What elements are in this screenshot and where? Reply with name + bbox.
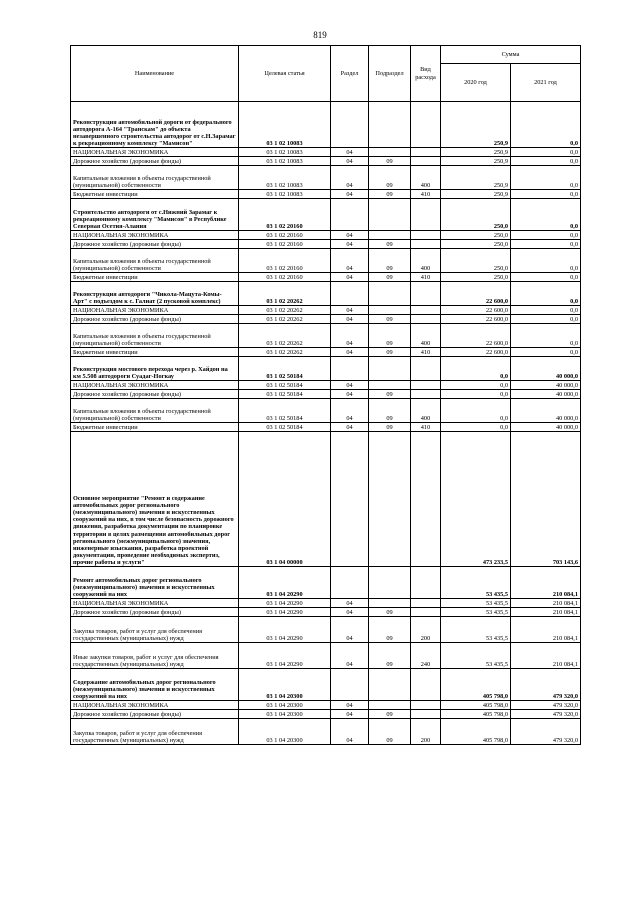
table-row — [71, 102, 581, 148]
cell-expense-type: 410 — [411, 423, 441, 432]
cell-subsection — [369, 148, 411, 157]
table-row — [71, 231, 581, 240]
cell-subsection: 09 — [369, 190, 411, 199]
table-row — [71, 157, 581, 166]
cell-section: 04 — [331, 249, 369, 273]
cell-code: 03 1 02 50184 — [239, 381, 331, 390]
cell-code: 03 1 04 20300 — [239, 669, 331, 701]
cell-section: 04 — [331, 348, 369, 357]
cell-2021: 40 000,0 — [511, 390, 581, 399]
cell-code: 03 1 02 20160 — [239, 240, 331, 249]
cell-name: Закупка товаров, работ и услуг для обеспечения государственных (муниципальных) нужд — [71, 617, 239, 643]
cell-subsection: 09 — [369, 617, 411, 643]
cell-name: Реконструкция автодороги "Чикола-Мацута-Комы-Арт" с подъездом к с. Галиат (2 пусковой комплекс) — [71, 282, 239, 306]
table-row — [71, 240, 581, 249]
cell-code: 03 1 02 50184 — [239, 357, 331, 381]
cell-2020: 22 600,0 — [441, 306, 511, 315]
cell-2021: 0,0 — [511, 190, 581, 199]
cell-expense-type — [411, 240, 441, 249]
cell-section: 04 — [331, 240, 369, 249]
cell-section — [331, 669, 369, 701]
table-row — [71, 357, 581, 381]
cell-code: 03 1 02 10083 — [239, 102, 331, 148]
cell-name: Иные закупки товаров, работ и услуг для обеспечения государственных (муниципальных) нужд — [71, 643, 239, 669]
table-row — [71, 643, 581, 669]
table-row — [71, 249, 581, 273]
cell-subsection: 09 — [369, 240, 411, 249]
cell-subsection — [369, 282, 411, 306]
cell-name: Дорожное хозяйство (дорожные фонды) — [71, 390, 239, 399]
header-name: Наименование — [71, 46, 239, 102]
cell-code: 03 1 02 20262 — [239, 315, 331, 324]
cell-2020: 250,0 — [441, 249, 511, 273]
cell-2021: 40 000,0 — [511, 399, 581, 423]
cell-expense-type: 400 — [411, 324, 441, 348]
cell-2021: 479 320,0 — [511, 701, 581, 710]
cell-expense-type — [411, 432, 441, 567]
cell-2021: 210 084,1 — [511, 567, 581, 599]
table-row — [71, 432, 581, 567]
cell-2020: 0,0 — [441, 357, 511, 381]
cell-expense-type — [411, 102, 441, 148]
cell-code: 03 1 04 20300 — [239, 701, 331, 710]
cell-code: 03 1 02 50184 — [239, 390, 331, 399]
table-row — [71, 608, 581, 617]
cell-code: 03 1 02 20262 — [239, 282, 331, 306]
cell-expense-type — [411, 231, 441, 240]
table-row — [71, 390, 581, 399]
table-row — [71, 324, 581, 348]
cell-subsection: 09 — [369, 719, 411, 745]
cell-2021: 0,0 — [511, 157, 581, 166]
cell-expense-type: 400 — [411, 166, 441, 190]
cell-section: 04 — [331, 701, 369, 710]
cell-name: Капитальные вложения в объекты государственной (муниципальной) собственности — [71, 399, 239, 423]
cell-2020: 405 798,0 — [441, 710, 511, 719]
cell-code: 03 1 02 20160 — [239, 249, 331, 273]
cell-section: 04 — [331, 231, 369, 240]
table-row — [71, 315, 581, 324]
cell-2020: 405 798,0 — [441, 669, 511, 701]
table-row — [71, 381, 581, 390]
cell-2020: 250,0 — [441, 240, 511, 249]
cell-2020: 0,0 — [441, 381, 511, 390]
cell-name: Бюджетные инвестиции — [71, 348, 239, 357]
header-subsection: Подраздел — [369, 46, 411, 102]
cell-expense-type — [411, 599, 441, 608]
cell-expense-type: 400 — [411, 249, 441, 273]
budget-table — [70, 45, 581, 745]
cell-2020: 22 600,0 — [441, 324, 511, 348]
cell-expense-type: 240 — [411, 643, 441, 669]
cell-subsection: 09 — [369, 315, 411, 324]
cell-section — [331, 432, 369, 567]
cell-expense-type: 400 — [411, 399, 441, 423]
cell-name: НАЦИОНАЛЬНАЯ ЭКОНОМИКА — [71, 231, 239, 240]
table-row — [71, 348, 581, 357]
cell-code: 03 1 04 20290 — [239, 608, 331, 617]
cell-2020: 405 798,0 — [441, 719, 511, 745]
cell-subsection — [369, 432, 411, 567]
cell-section: 04 — [331, 324, 369, 348]
cell-2021: 479 320,0 — [511, 669, 581, 701]
cell-code: 03 1 02 20262 — [239, 348, 331, 357]
cell-name: Бюджетные инвестиции — [71, 190, 239, 199]
header-expense-type: Вид расхода — [411, 46, 441, 102]
cell-2021: 210 084,1 — [511, 617, 581, 643]
cell-name: Капитальные вложения в объекты государственной (муниципальной) собственности — [71, 166, 239, 190]
cell-2021: 0,0 — [511, 348, 581, 357]
cell-2021: 479 320,0 — [511, 710, 581, 719]
cell-expense-type: 410 — [411, 190, 441, 199]
cell-code: 03 1 04 00000 — [239, 432, 331, 567]
cell-section: 04 — [331, 190, 369, 199]
cell-subsection: 09 — [369, 273, 411, 282]
cell-expense-type — [411, 669, 441, 701]
cell-expense-type: 200 — [411, 617, 441, 643]
table-row — [71, 719, 581, 745]
cell-name: НАЦИОНАЛЬНАЯ ЭКОНОМИКА — [71, 306, 239, 315]
cell-2020: 53 435,5 — [441, 567, 511, 599]
cell-expense-type: 200 — [411, 719, 441, 745]
cell-name: Дорожное хозяйство (дорожные фонды) — [71, 157, 239, 166]
cell-name: Реконструкция мостового перехода через р. Хайдон на км 5.508 автодороги Суадаг-Ногкау — [71, 357, 239, 381]
cell-expense-type — [411, 608, 441, 617]
cell-name: Дорожное хозяйство (дорожные фонды) — [71, 240, 239, 249]
cell-expense-type — [411, 282, 441, 306]
cell-2021: 0,0 — [511, 102, 581, 148]
cell-code: 03 1 04 20290 — [239, 643, 331, 669]
cell-subsection: 09 — [369, 710, 411, 719]
table-row — [71, 399, 581, 423]
cell-2021: 479 320,0 — [511, 719, 581, 745]
cell-subsection — [369, 669, 411, 701]
cell-subsection: 09 — [369, 324, 411, 348]
cell-code: 03 1 02 20160 — [239, 231, 331, 240]
cell-2020: 22 600,0 — [441, 348, 511, 357]
cell-2021: 0,0 — [511, 240, 581, 249]
cell-name: Бюджетные инвестиции — [71, 423, 239, 432]
cell-name: НАЦИОНАЛЬНАЯ ЭКОНОМИКА — [71, 148, 239, 157]
cell-subsection: 09 — [369, 390, 411, 399]
cell-expense-type: 410 — [411, 273, 441, 282]
cell-2020: 53 435,5 — [441, 643, 511, 669]
cell-2021: 210 084,1 — [511, 643, 581, 669]
cell-section — [331, 567, 369, 599]
cell-name: Основное мероприятие "Ремонт и содержание автомобильных дорог регионального (межмуниципального) значения и искусственных сооружений на них, в том числе безопасность дорожного движения, разработка документации по планировке территории в целях размещения автомобильных дорог регионального (межмуниципального) значения, инженерные изыскания, разработка проектной документации, проведение необходимых экспертиз, прочие работы и услуги" — [71, 432, 239, 567]
cell-subsection: 09 — [369, 608, 411, 617]
cell-2021: 0,0 — [511, 306, 581, 315]
cell-section: 04 — [331, 148, 369, 157]
cell-name: НАЦИОНАЛЬНАЯ ЭКОНОМИКА — [71, 701, 239, 710]
cell-2020: 250,9 — [441, 148, 511, 157]
cell-code: 03 1 02 20262 — [239, 306, 331, 315]
cell-section: 04 — [331, 399, 369, 423]
cell-subsection: 09 — [369, 399, 411, 423]
table-row — [71, 282, 581, 306]
cell-expense-type — [411, 357, 441, 381]
cell-name: Содержание автомобильных дорог регионального (межмуниципального) значения и искусственных сооружений на них — [71, 669, 239, 701]
table-row — [71, 306, 581, 315]
cell-subsection: 09 — [369, 166, 411, 190]
cell-2020: 250,0 — [441, 199, 511, 231]
cell-2021: 0,0 — [511, 199, 581, 231]
cell-name: Капитальные вложения в объекты государственной (муниципальной) собственности — [71, 249, 239, 273]
cell-name: Дорожное хозяйство (дорожные фонды) — [71, 315, 239, 324]
cell-subsection — [369, 599, 411, 608]
cell-expense-type — [411, 390, 441, 399]
cell-expense-type: 410 — [411, 348, 441, 357]
cell-2020: 250,0 — [441, 273, 511, 282]
cell-name: Дорожное хозяйство (дорожные фонды) — [71, 608, 239, 617]
cell-2020: 250,9 — [441, 157, 511, 166]
cell-code: 03 1 04 20290 — [239, 567, 331, 599]
cell-name: Строительство автодороги от с.Нижний Зарамаг к рекреационному комплексу "Мамисон" в Республике Северная Осетия-Алания — [71, 199, 239, 231]
cell-2020: 250,9 — [441, 190, 511, 199]
cell-expense-type — [411, 157, 441, 166]
cell-code: 03 1 02 20160 — [239, 199, 331, 231]
cell-2021: 0,0 — [511, 148, 581, 157]
cell-section — [331, 102, 369, 148]
table-row — [71, 669, 581, 701]
cell-2021: 40 000,0 — [511, 357, 581, 381]
cell-2021: 0,0 — [511, 166, 581, 190]
table-row — [71, 617, 581, 643]
cell-2020: 22 600,0 — [441, 315, 511, 324]
cell-section — [331, 282, 369, 306]
table-row — [71, 710, 581, 719]
cell-2020: 250,0 — [441, 231, 511, 240]
cell-subsection: 09 — [369, 423, 411, 432]
cell-2020: 405 798,0 — [441, 701, 511, 710]
cell-section: 04 — [331, 710, 369, 719]
cell-2020: 250,9 — [441, 166, 511, 190]
cell-section: 04 — [331, 273, 369, 282]
cell-name: Бюджетные инвестиции — [71, 273, 239, 282]
table-row — [71, 190, 581, 199]
cell-subsection: 09 — [369, 249, 411, 273]
header-code: Целевая статья — [239, 46, 331, 102]
cell-2021: 0,0 — [511, 249, 581, 273]
cell-section: 04 — [331, 315, 369, 324]
cell-expense-type — [411, 306, 441, 315]
cell-2021: 703 143,6 — [511, 432, 581, 567]
cell-subsection — [369, 199, 411, 231]
cell-name: Дорожное хозяйство (дорожные фонды) — [71, 710, 239, 719]
cell-section: 04 — [331, 608, 369, 617]
cell-code: 03 1 04 20300 — [239, 710, 331, 719]
cell-2021: 0,0 — [511, 273, 581, 282]
cell-expense-type — [411, 148, 441, 157]
table-row — [71, 148, 581, 157]
cell-2021: 40 000,0 — [511, 381, 581, 390]
cell-2021: 210 084,1 — [511, 599, 581, 608]
cell-section — [331, 199, 369, 231]
table-row — [71, 599, 581, 608]
cell-section: 04 — [331, 617, 369, 643]
cell-subsection — [369, 701, 411, 710]
cell-expense-type — [411, 567, 441, 599]
cell-section: 04 — [331, 599, 369, 608]
cell-section: 04 — [331, 306, 369, 315]
cell-section: 04 — [331, 423, 369, 432]
header-2021: 2021 год — [511, 64, 581, 102]
cell-subsection: 09 — [369, 348, 411, 357]
budget-table-body — [71, 102, 581, 745]
cell-name: Ремонт автомобильных дорог регионального (межмуниципального) значения и искусственных сооружений на них — [71, 567, 239, 599]
cell-2020: 473 233,5 — [441, 432, 511, 567]
cell-2020: 53 435,5 — [441, 599, 511, 608]
cell-2021: 0,0 — [511, 324, 581, 348]
page-number: 819 — [313, 30, 327, 40]
cell-subsection — [369, 306, 411, 315]
table-row — [71, 199, 581, 231]
cell-subsection: 09 — [369, 643, 411, 669]
cell-subsection — [369, 102, 411, 148]
cell-expense-type — [411, 381, 441, 390]
cell-2020: 250,9 — [441, 102, 511, 148]
cell-name: Капитальные вложения в объекты государственной (муниципальной) собственности — [71, 324, 239, 348]
cell-subsection — [369, 567, 411, 599]
cell-code: 03 1 04 20300 — [239, 719, 331, 745]
cell-code: 03 1 04 20290 — [239, 617, 331, 643]
cell-expense-type — [411, 315, 441, 324]
cell-section: 04 — [331, 643, 369, 669]
cell-2021: 0,0 — [511, 282, 581, 306]
cell-code: 03 1 02 10083 — [239, 157, 331, 166]
cell-expense-type — [411, 199, 441, 231]
cell-2021: 40 000,0 — [511, 423, 581, 432]
header-section: Раздел — [331, 46, 369, 102]
cell-section — [331, 357, 369, 381]
cell-section: 04 — [331, 719, 369, 745]
header-2020: 2020 год — [441, 64, 511, 102]
cell-subsection — [369, 231, 411, 240]
cell-code: 03 1 02 10083 — [239, 190, 331, 199]
cell-section: 04 — [331, 390, 369, 399]
cell-code: 03 1 02 10083 — [239, 148, 331, 157]
cell-2020: 0,0 — [441, 399, 511, 423]
cell-2020: 0,0 — [441, 390, 511, 399]
cell-2021: 0,0 — [511, 231, 581, 240]
cell-name: Реконструкция автомобильной дороги от федерального автодорога А-164 "Транскам" до объекта незавершенного строительства автодорог от с.Н.Зарамаг к рекреационному комплексу "Мамисон" — [71, 102, 239, 148]
cell-code: 03 1 02 50184 — [239, 399, 331, 423]
cell-code: 03 1 02 50184 — [239, 423, 331, 432]
cell-code: 03 1 02 20160 — [239, 273, 331, 282]
cell-code: 03 1 02 20262 — [239, 324, 331, 348]
cell-expense-type — [411, 701, 441, 710]
cell-2020: 53 435,5 — [441, 608, 511, 617]
cell-code: 03 1 02 10083 — [239, 166, 331, 190]
cell-subsection — [369, 357, 411, 381]
cell-2020: 53 435,5 — [441, 617, 511, 643]
cell-subsection — [369, 381, 411, 390]
cell-2020: 0,0 — [441, 423, 511, 432]
cell-name: Закупка товаров, работ и услуг для обеспечения государственных (муниципальных) нужд — [71, 719, 239, 745]
cell-subsection: 09 — [369, 157, 411, 166]
table-row — [71, 273, 581, 282]
cell-2021: 210 084,1 — [511, 608, 581, 617]
cell-2020: 22 600,0 — [441, 282, 511, 306]
table-row — [71, 166, 581, 190]
header-sum: Сумма — [441, 46, 581, 64]
cell-section: 04 — [331, 166, 369, 190]
cell-name: НАЦИОНАЛЬНАЯ ЭКОНОМИКА — [71, 599, 239, 608]
cell-section: 04 — [331, 157, 369, 166]
cell-2021: 0,0 — [511, 315, 581, 324]
table-row — [71, 567, 581, 599]
cell-code: 03 1 04 20290 — [239, 599, 331, 608]
table-row — [71, 423, 581, 432]
table-row — [71, 701, 581, 710]
cell-name: НАЦИОНАЛЬНАЯ ЭКОНОМИКА — [71, 381, 239, 390]
cell-expense-type — [411, 710, 441, 719]
cell-section: 04 — [331, 381, 369, 390]
